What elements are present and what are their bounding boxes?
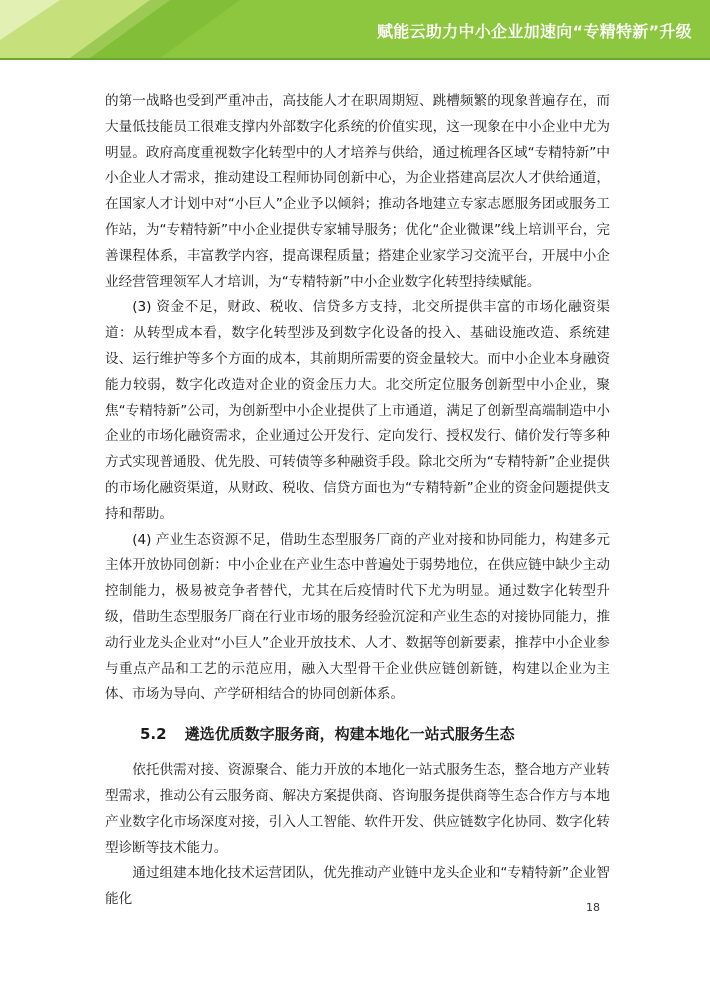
page-header — [0, 0, 710, 60]
section-paragraph: 通过组建本地化技术运营团队，优先推动产业链中龙头企业和“专精特新”企业智能化 — [105, 865, 610, 908]
section-title: 遴选优质数字服务商，构建本地化一站式服务生态 — [184, 725, 515, 744]
page-number: 18 — [586, 901, 600, 914]
page-body — [105, 89, 610, 913]
header-title: 赋能云助力中小企业加速向“专精特新”升级 — [376, 22, 692, 41]
body-paragraph: (3) 资金不足，财政、税收、信贷多方支持，北交所提供丰富的市场化融资渠道：从转型成本看，数字化转型涉及到数字化设备的投入、基础设施改造、系统建设、运行维护等多个方面的成本，其前期所需要的资金量较大。而中小企业本身融资能力较弱，数字化改造对企业的资金压力大。北交所定位服务创新型中小企业，聚焦“专精特新”公司，为创新型中小企业提供了上市通道，满足了创新型高端制造中小企业的市场化融资需求，企业通过公开发行、定向发行、授权发行、储价发行等多种方式实现普通股、优先股、可转债等多种融资手段。除北交所为“专精特新”企业提供的市场化融资渠道，从财政、税收、信贷方面也为“专精特新”企业的资金问题提供支持和帮助。 — [105, 299, 610, 522]
section-number: 5.2 — [140, 725, 167, 744]
body-paragraph: 的第一战略也受到严重冲击，高技能人才在职周期短、跳槽频繁的现象普遍存在，而大量低技能员工很难支撑内外部数字化系统的价值实现，这一现象在中小企业中尤为明显。政府高度重视数字化转型中的人才培养与供给，通过梳理各区域“专精特新”中小企业人才需求，推动建设工程师协同创新中心，为企业搭建高层次人才供给通道，在国家人才计划中对“小巨人”企业予以倾斜；推动各地建立专家志愿服务团或服务工作站，为“专精特新”中小企业提供专家辅导服务；优化“企业微课”线上培训平台，完善课程体系，丰富教学内容，提高课程质量；搭建企业家学习交流平台，开展中小企业经营管理领军人才培训，为“专精特新”中小企业数字化转型持续赋能。 — [105, 93, 610, 290]
section-paragraph: 依托供需对接、资源聚合、能力开放的本地化一站式服务生态，整合地方产业转型需求，推动公有云服务商、解决方案提供商、咨询服务提供商等生态合作方与本地产业数字化市场深度对接，引入人工智能、软件开发、供应链数字化协同、数字化转型诊断等技术能力。 — [105, 762, 610, 856]
section-heading — [105, 722, 610, 746]
body-paragraph: (4) 产业生态资源不足，借助生态型服务厂商的产业对接和协同能力，构建多元主体开放协同创新：中小企业在产业生态中普遍处于弱势地位，在供应链中缺少主动控制能力，极易被竞争者替代，尤其在后疫情时代下尤为明显。通过数字化转型升级，借助生态型服务厂商在行业市场的服务经验沉淀和产业生态的对接协同能力，推动行业龙头企业对“小巨人”企业开放技术、人才、数据等创新要素，推荐中小企业参与重点产品和工艺的示范应用，融入大型骨干企业供应链创新链，构建以企业为主体、市场为导向、产学研相结合的协同创新体系。 — [105, 531, 610, 703]
